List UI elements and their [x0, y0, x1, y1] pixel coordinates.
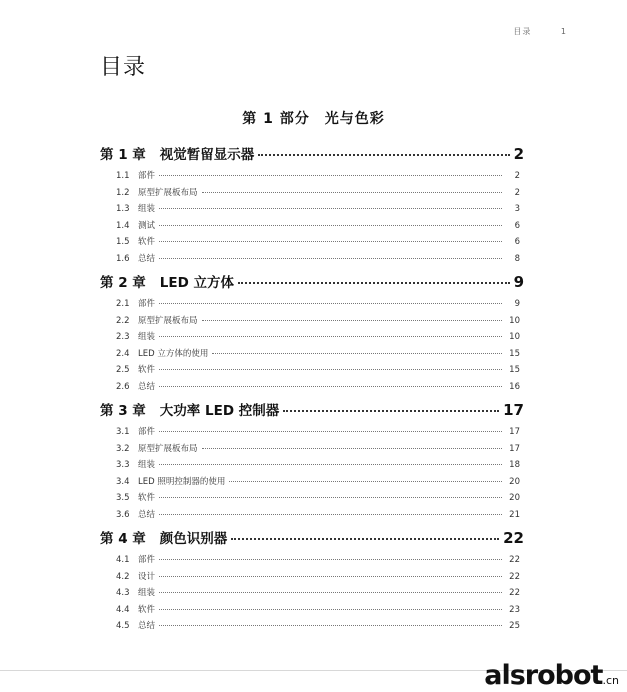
section-title: 测试 — [138, 220, 156, 231]
chapter-title: 大功率 LED 控制器 — [159, 403, 280, 419]
section-page-number: 22 — [509, 588, 520, 598]
section-entry[interactable] — [100, 219, 524, 236]
section-page-number: 17 — [509, 443, 520, 454]
dot-leader — [159, 625, 502, 626]
section-page-number: 22 — [509, 571, 520, 582]
section-page-number: 25 — [509, 621, 520, 631]
chapter-entry[interactable] — [100, 399, 524, 425]
section-title: LED 照明控制器的使用 — [138, 476, 226, 487]
dot-leader — [202, 192, 502, 193]
dot-leader — [212, 353, 502, 354]
section-page-number: 20 — [509, 476, 520, 487]
section-page-number: 22 — [509, 555, 520, 565]
section-number: 2.1 — [116, 299, 130, 309]
chapter-block — [100, 271, 524, 396]
section-page-number: 21 — [509, 509, 520, 520]
chapter-title: LED 立方体 — [159, 275, 235, 291]
chapter-entry[interactable] — [100, 143, 524, 169]
section-entry[interactable] — [100, 508, 524, 525]
section-page-number: 10 — [509, 315, 520, 326]
section-number: 4.3 — [116, 588, 130, 598]
section-number: 3.2 — [116, 443, 130, 454]
dot-leader — [159, 208, 502, 209]
chapter-page-number: 2 — [513, 145, 524, 163]
dot-leader — [159, 241, 502, 242]
dot-leader — [159, 464, 502, 465]
chapter-label: 第 1 章 — [100, 147, 146, 163]
running-head-page-number: 1 — [560, 27, 567, 36]
section-number: 1.2 — [116, 187, 130, 198]
chapter-page-number: 17 — [503, 401, 524, 419]
section-title: 设计 — [138, 571, 156, 582]
section-entry[interactable] — [100, 425, 524, 442]
chapter-block — [100, 527, 524, 636]
page-title: 目录 — [100, 55, 147, 80]
section-number: 4.1 — [116, 555, 130, 565]
section-title: 总结 — [138, 253, 156, 264]
section-title: 组装 — [138, 204, 156, 214]
section-page-number: 2 — [514, 171, 520, 181]
section-title: 部件 — [138, 427, 156, 437]
section-entry[interactable] — [100, 570, 524, 587]
section-title: 软件 — [138, 493, 156, 503]
dot-leader — [159, 576, 502, 577]
chapter-block — [100, 399, 524, 524]
section-entry[interactable] — [100, 169, 524, 186]
section-page-number: 3 — [514, 204, 520, 214]
watermark-tld: .cn — [602, 674, 619, 687]
section-title: 软件 — [138, 365, 156, 375]
section-number: 3.4 — [116, 476, 130, 487]
chapter-label: 第 2 章 — [100, 275, 146, 291]
section-number: 2.3 — [116, 332, 130, 342]
section-number: 4.5 — [116, 621, 130, 631]
section-number: 1.3 — [116, 204, 130, 214]
section-page-number: 16 — [509, 381, 520, 392]
section-title: 原型扩展板布局 — [138, 315, 198, 326]
section-entry[interactable] — [100, 330, 524, 347]
dot-leader — [231, 538, 499, 540]
section-title: 组装 — [138, 460, 156, 470]
section-entry[interactable] — [100, 186, 524, 203]
dot-leader — [159, 497, 502, 498]
running-head-label: 目录 — [513, 27, 532, 36]
table-of-contents — [100, 140, 524, 639]
dot-leader — [159, 369, 502, 370]
section-entry[interactable] — [100, 458, 524, 475]
section-page-number: 6 — [514, 237, 520, 247]
chapter-entry[interactable] — [100, 527, 524, 553]
section-title: 部件 — [138, 555, 156, 565]
section-entry[interactable] — [100, 252, 524, 269]
dot-leader — [283, 410, 499, 412]
section-title: 组装 — [138, 588, 156, 598]
section-title: 原型扩展板布局 — [138, 443, 198, 454]
section-number: 2.4 — [116, 348, 130, 359]
section-title: 原型扩展板布局 — [138, 187, 198, 198]
section-page-number: 20 — [509, 493, 520, 503]
section-number: 1.5 — [116, 237, 130, 247]
section-entry[interactable] — [100, 235, 524, 252]
section-entry[interactable] — [100, 363, 524, 380]
dot-leader — [202, 320, 502, 321]
section-number: 1.1 — [116, 171, 130, 181]
section-title: 总结 — [138, 509, 156, 520]
section-page-number: 15 — [509, 365, 520, 375]
section-page-number: 18 — [509, 460, 520, 470]
section-page-number: 15 — [509, 348, 520, 359]
section-page-number: 10 — [509, 332, 520, 342]
section-entry[interactable] — [100, 475, 524, 492]
section-entry[interactable] — [100, 603, 524, 620]
chapter-block — [100, 143, 524, 268]
section-number: 3.1 — [116, 427, 130, 437]
dot-leader — [238, 282, 510, 284]
dot-leader — [159, 258, 502, 259]
section-entry[interactable] — [100, 297, 524, 314]
section-title: 软件 — [138, 237, 156, 247]
dot-leader — [159, 559, 502, 560]
section-entry[interactable] — [100, 314, 524, 331]
chapter-label: 第 4 章 — [100, 531, 146, 547]
section-title: LED 立方体的使用 — [138, 348, 209, 359]
section-number: 2.5 — [116, 365, 130, 375]
section-entry[interactable] — [100, 347, 524, 364]
section-entry[interactable] — [100, 619, 524, 636]
section-entry[interactable] — [100, 491, 524, 508]
section-number: 1.6 — [116, 253, 130, 264]
dot-leader — [159, 386, 502, 387]
section-page-number: 6 — [514, 220, 520, 231]
section-number: 1.4 — [116, 220, 130, 231]
section-page-number: 2 — [514, 187, 520, 198]
section-title: 组装 — [138, 332, 156, 342]
chapter-page-number: 22 — [503, 529, 524, 547]
dot-leader — [258, 154, 509, 156]
part-title: 第 1 部分 光与色彩 — [242, 111, 385, 127]
section-number: 2.6 — [116, 381, 130, 392]
section-page-number: 23 — [509, 604, 520, 615]
section-number: 2.2 — [116, 315, 130, 326]
chapter-label: 第 3 章 — [100, 403, 146, 419]
section-title: 总结 — [138, 621, 156, 631]
dot-leader — [159, 303, 502, 304]
section-number: 3.5 — [116, 493, 130, 503]
section-page-number: 8 — [514, 253, 520, 264]
dot-leader — [229, 481, 502, 482]
dot-leader — [159, 609, 502, 610]
section-page-number: 17 — [509, 427, 520, 437]
dot-leader — [202, 448, 502, 449]
dot-leader — [159, 175, 502, 176]
section-page-number: 9 — [514, 299, 520, 309]
chapter-title: 视觉暂留显示器 — [159, 147, 255, 163]
chapter-entry[interactable] — [100, 271, 524, 297]
section-title: 软件 — [138, 604, 156, 615]
dot-leader — [159, 431, 502, 432]
section-number: 3.3 — [116, 460, 130, 470]
section-entry[interactable] — [100, 202, 524, 219]
chapter-title: 颜色识别器 — [159, 531, 228, 547]
dot-leader — [159, 514, 502, 515]
section-number: 4.4 — [116, 604, 130, 615]
section-number: 3.6 — [116, 509, 130, 520]
section-title: 部件 — [138, 299, 156, 309]
section-title: 总结 — [138, 381, 156, 392]
section-title: 部件 — [138, 171, 156, 181]
dot-leader — [159, 592, 502, 593]
chapter-page-number: 9 — [513, 273, 524, 291]
dot-leader — [159, 336, 502, 337]
section-entry[interactable] — [100, 442, 524, 459]
running-head — [513, 26, 567, 37]
section-entry[interactable] — [100, 380, 524, 397]
watermark-logo — [484, 660, 619, 691]
section-number: 4.2 — [116, 571, 130, 582]
section-entry[interactable] — [100, 586, 524, 603]
section-entry[interactable] — [100, 553, 524, 570]
dot-leader — [159, 225, 502, 226]
watermark-brand: alsrobot — [484, 660, 603, 691]
